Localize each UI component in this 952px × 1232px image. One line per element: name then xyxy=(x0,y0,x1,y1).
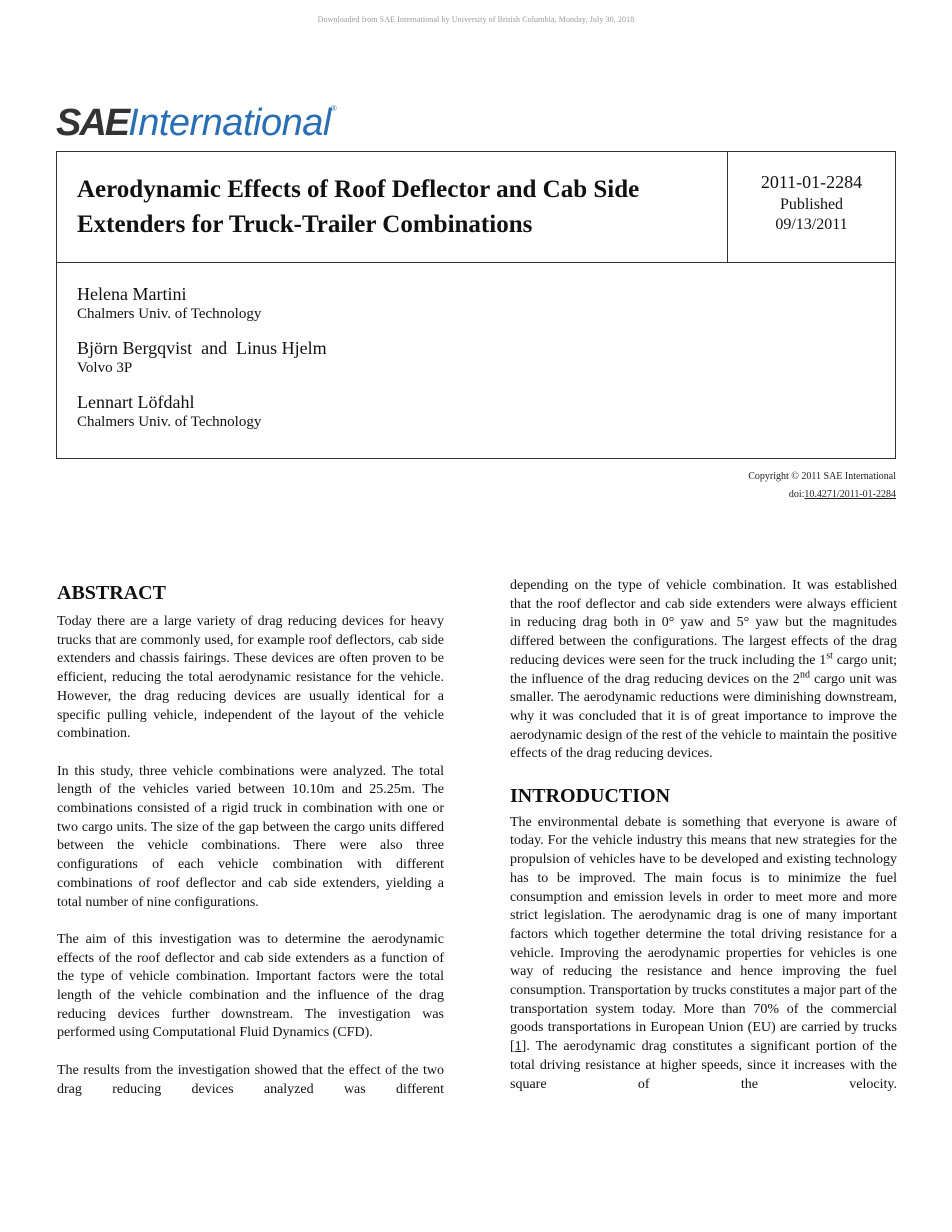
superscript: nd xyxy=(799,668,810,680)
abstract-paragraph: The results from the investigation showed that the effect of the two drag reducing devices analyzed was different xyxy=(57,1062,444,1097)
published-label: Published xyxy=(779,196,844,213)
author-affiliation: Chalmers Univ. of Technology xyxy=(77,414,262,430)
author-entry xyxy=(77,391,857,432)
logo-registered-mark: ® xyxy=(330,104,337,113)
superscript: st xyxy=(826,650,833,662)
doi-link[interactable]: 10.4271/2011-01-2284 xyxy=(804,489,896,500)
introduction-text-segment: ]. The aerodynamic drag constitutes a significant portion of the total driving resistance at higher speeds, since it increases with the square of the velocity. xyxy=(510,1039,897,1092)
sae-international-logo xyxy=(56,102,337,146)
abstract-paragraph-continued xyxy=(510,577,897,764)
title-cell xyxy=(57,152,728,263)
author-list xyxy=(77,283,857,445)
abstract-paragraph: Today there are a large variety of drag reducing devices for heavy trucks that are commonly used, for example roof deflectors, cab side extenders and chassis fairings. These devices are often proven to be efficient, reducing the total aerodynamic resistance for the vehicle. However, the drag reducing devices are usually identical for a specific pulling vehicle, independent of the layout of the vehicle combination. xyxy=(57,614,444,742)
paper-number: 2011-01-2284 xyxy=(760,172,863,192)
logo-sae-text: SAE xyxy=(56,102,129,144)
author-name: Björn Bergqvist and Linus Hjelm xyxy=(77,338,327,358)
abstract-text-segment: depending on the type of vehicle combination. It was established that the roof deflector and cab side extenders were always efficient in reducing drag both in 0° yaw and 5° yaw but the magnitudes differed between the configurations. The largest effects of the drag reducing devices were seen for the truck including the 1 xyxy=(510,578,897,668)
right-column xyxy=(510,577,897,1113)
copyright-line: Copyright © 2011 SAE International xyxy=(748,471,896,482)
paper-title: Aerodynamic Effects of Roof Deflector and Cab Side Extenders for Truck-Trailer Combinations xyxy=(77,176,640,238)
introduction-paragraph xyxy=(510,814,897,1095)
abstract-paragraph: In this study, three vehicle combinations were analyzed. The total length of the vehicles varied between 10.10m and 25.25m. The combinations consisted of a rigid truck in combination with one or two cargo units. The size of the gap between the cargo units differed between the vehicle combinations. There were also three configurations of each vehicle combination with different combinations of roof deflector and cab side extenders, yielding a total number of nine configurations. xyxy=(57,763,444,910)
abstract-paragraph: The aim of this investigation was to determine the aerodynamic effects of the roof deflector and cab side extenders as a function of the type of vehicle combination. Important factors were the total length of the vehicle combination and the influence of the drag reducing devices further downstream. The investigation was performed using Computational Fluid Dynamics (CFD). xyxy=(57,931,444,1041)
left-column xyxy=(57,577,444,1118)
published-date: 09/13/2011 xyxy=(775,216,848,233)
author-affiliation: Chalmers Univ. of Technology xyxy=(77,306,262,322)
paper-meta-cell xyxy=(728,152,895,263)
reference-link[interactable]: 1 xyxy=(514,1039,522,1055)
introduction-heading: INTRODUCTION xyxy=(510,784,671,807)
author-affiliation: Volvo 3P xyxy=(77,360,133,376)
author-entry xyxy=(77,337,857,378)
download-watermark: Downloaded from SAE International by University of British Columbia, Monday, July 30, 2018 xyxy=(317,15,635,24)
abstract-text-segment: cargo unit was smaller. The aerodynamic reductions were diminishing downstream, why it was concluded that it is of great importance to improve the aerodynamic design of the rest of the vehicle to maintain the positive effects of the drag reducing devices. xyxy=(510,671,898,762)
abstract-heading: ABSTRACT xyxy=(57,582,166,604)
paper-header-box xyxy=(56,151,896,459)
introduction-text-segment: The environmental debate is something that everyone is aware of today. For the vehicle industry this means that new strategies for the propulsion of vehicles have to be developed and existing technology has to be improved. The main focus is to minimize the fuel consumption and emission levels in order to meet more and more strict legislation. The aerodynamic drag is one of many important factors which together determine the total driving resistance for a vehicle. Improving the aerodynamic properties for vehicles is one way of reducing the resistance and hence improving the fuel consumption. Transportation by trucks constitutes a major part of the transportation system today. More than 70% of the commercial goods transportations in European Union (EU) are carried by trucks [ xyxy=(510,814,897,1055)
abstract-text-segment: cargo unit; the influence of the drag reducing devices on the 2 xyxy=(510,652,897,687)
author-entry xyxy=(77,283,857,324)
copyright-block xyxy=(748,468,896,504)
author-name: Lennart Löfdahl xyxy=(77,392,195,412)
doi-prefix: doi: xyxy=(788,489,805,500)
doi-line xyxy=(748,486,896,504)
author-name: Helena Martini xyxy=(77,284,187,304)
logo-international-text: International xyxy=(128,102,331,144)
